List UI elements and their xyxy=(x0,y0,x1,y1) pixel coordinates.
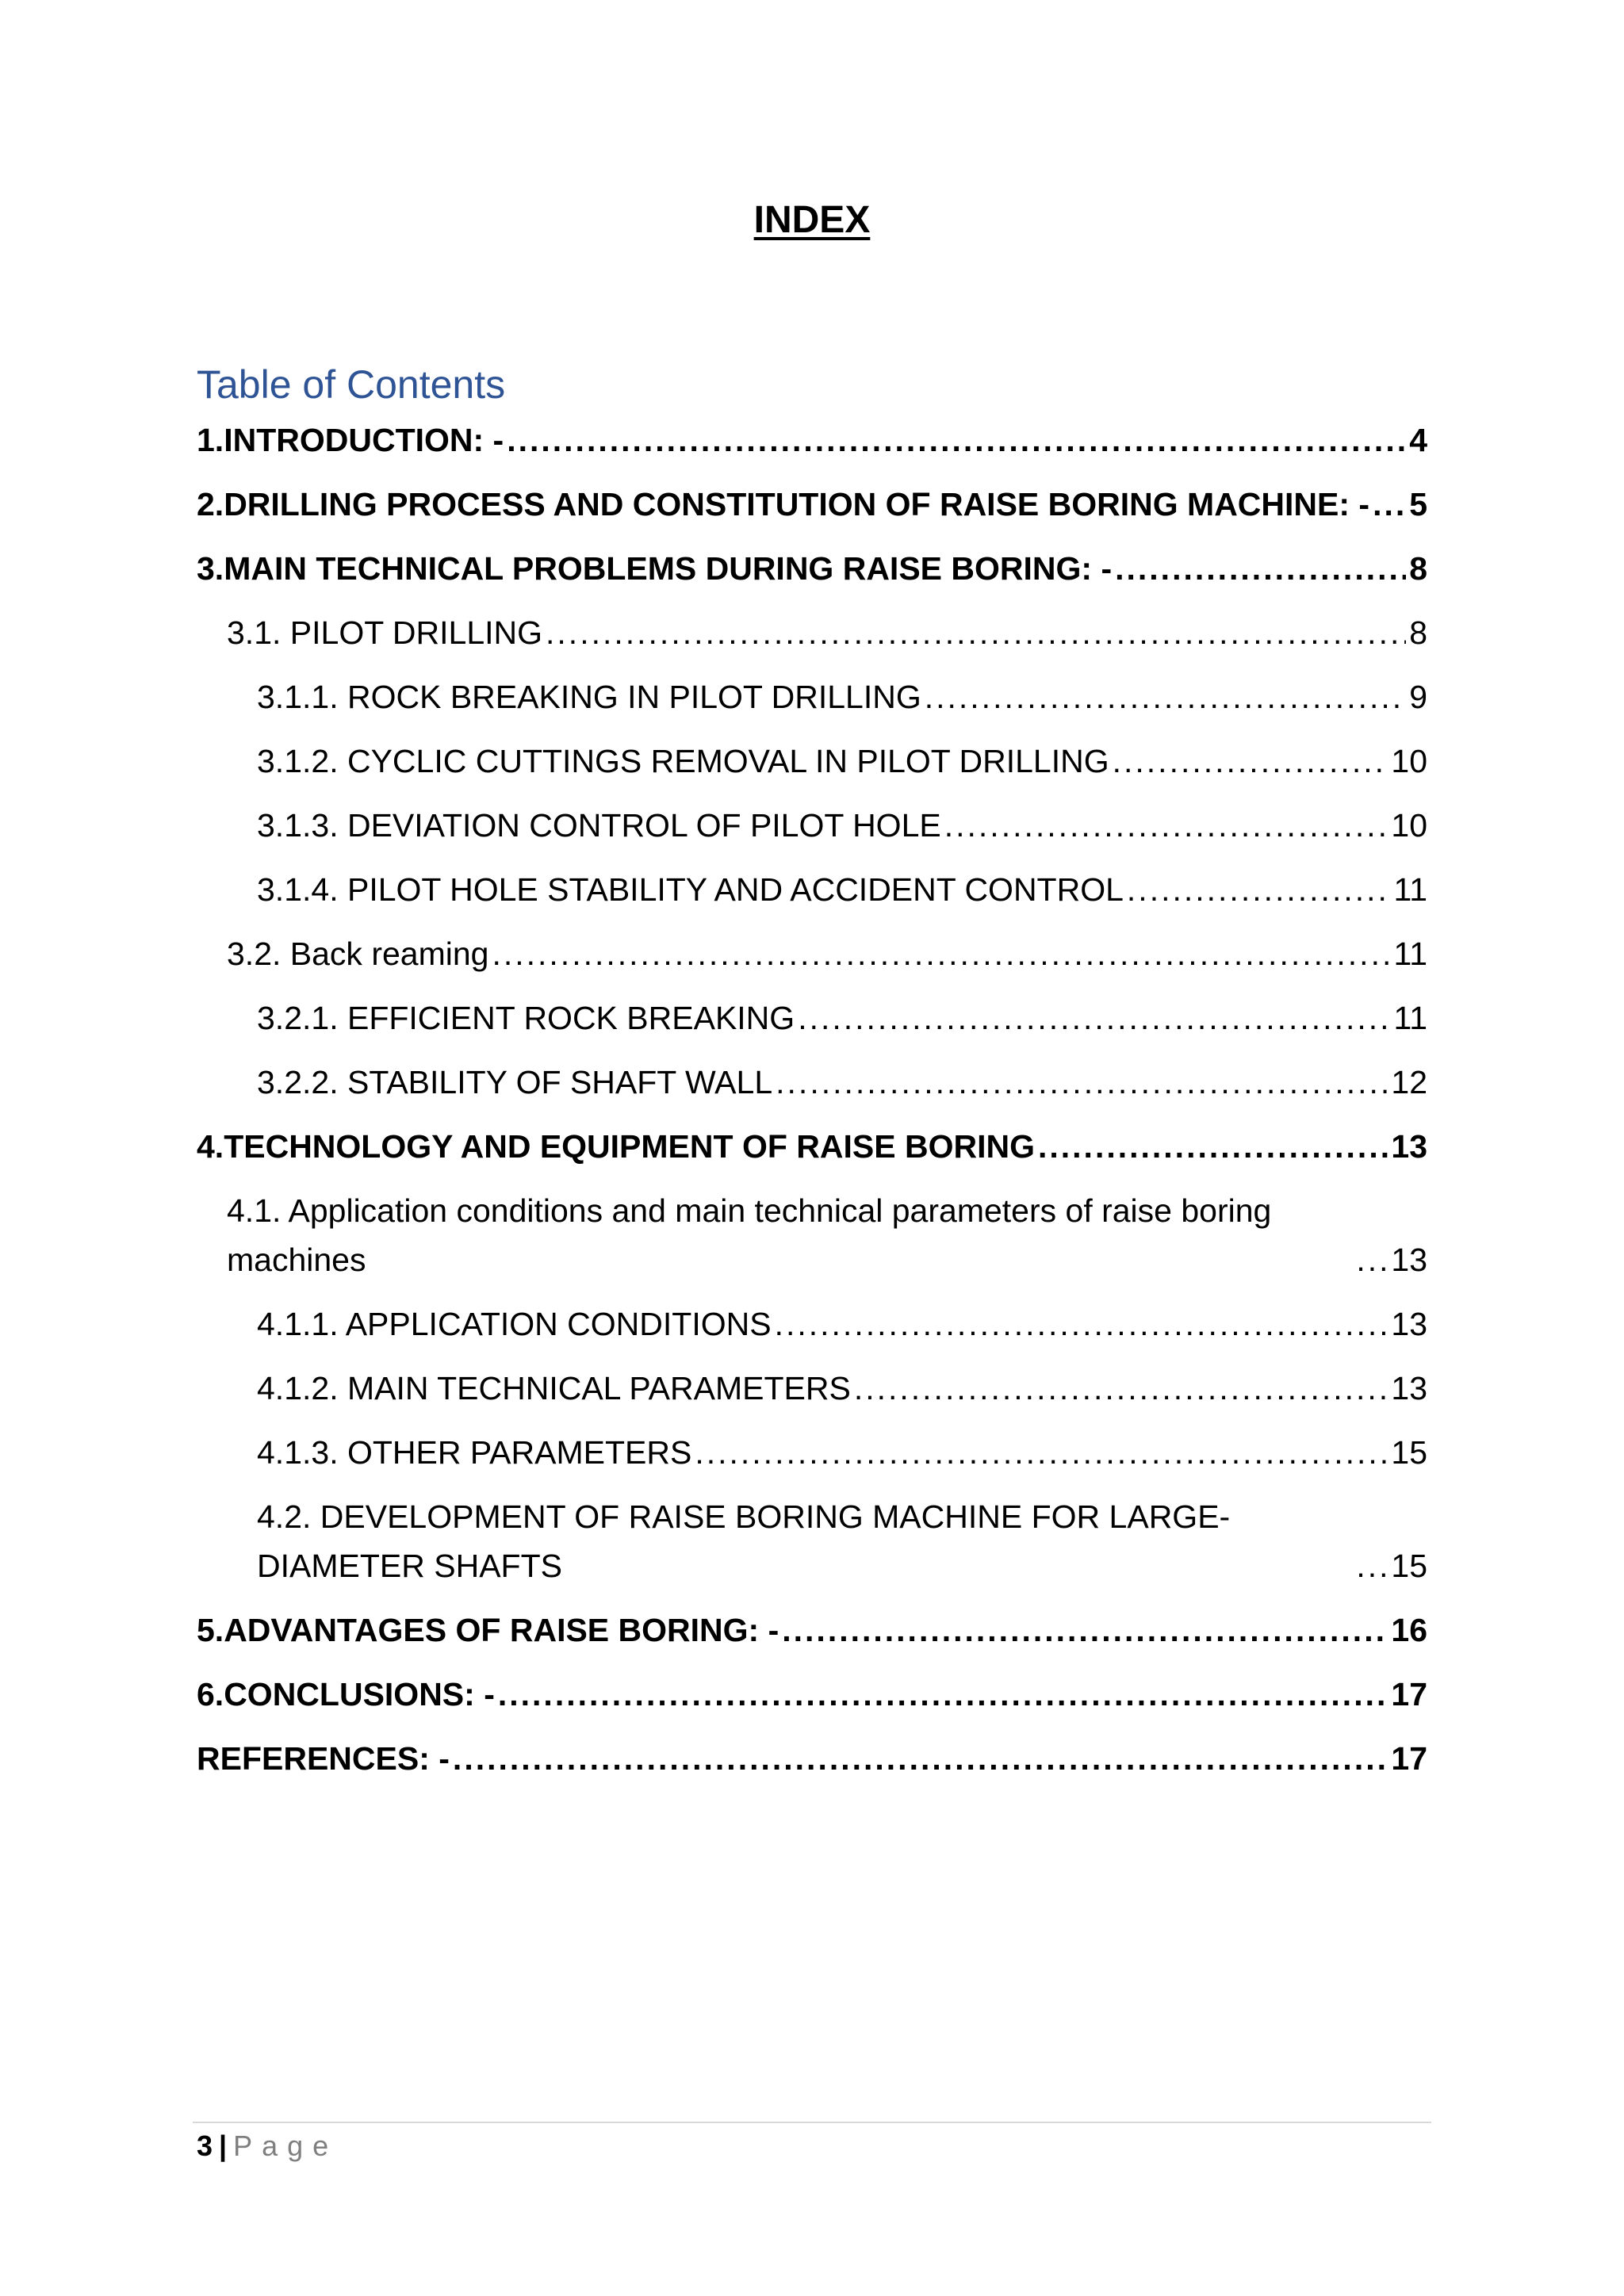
toc-entry-label: 2.DRILLING PROCESS AND CONSTITUTION OF RAISE BORING MACHINE: - xyxy=(197,486,1370,522)
toc-entry-label: 3.1.3. DEVIATION CONTROL OF PILOT HOLE xyxy=(257,807,941,844)
toc-entry-label: 3.2.2. STABILITY OF SHAFT WALL xyxy=(257,1064,773,1100)
toc-entry-page: 12 xyxy=(1391,1064,1427,1100)
toc-entry-rock-breaking-pilot[interactable] xyxy=(197,672,1427,721)
toc-entry-page: 11 xyxy=(1393,871,1427,908)
toc-entry-deviation-control[interactable] xyxy=(197,801,1427,850)
toc-entry-label: 3.2.1. EFFICIENT ROCK BREAKING xyxy=(257,1000,795,1036)
toc-entry-label: 4.2. DEVELOPMENT OF RAISE BORING MACHINE FOR LARGE-DIAMETER SHAFTS xyxy=(257,1498,1231,1584)
dot-leader xyxy=(1356,1541,1388,1590)
toc-entry-main-technical-problems[interactable] xyxy=(197,544,1427,593)
toc-entry-label: 3.1.4. PILOT HOLE STABILITY AND ACCIDENT CONTROL xyxy=(257,871,1124,908)
toc-entry-main-technical-parameters[interactable] xyxy=(197,1364,1427,1413)
dot-leader xyxy=(782,1605,1388,1655)
toc-entry-label: 3.1.2. CYCLIC CUTTINGS REMOVAL IN PILOT DRILLING xyxy=(257,743,1109,779)
toc-entry-cyclic-cuttings-removal[interactable] xyxy=(197,737,1427,786)
dot-leader xyxy=(925,672,1406,721)
toc-entry-pilot-drilling[interactable] xyxy=(197,608,1427,657)
table-of-contents xyxy=(197,415,1427,1798)
dot-leader xyxy=(776,1058,1388,1107)
toc-entry-label: 6.CONCLUSIONS: - xyxy=(197,1676,495,1712)
toc-entry-label: 3.1. PILOT DRILLING xyxy=(227,614,543,651)
dot-leader xyxy=(854,1364,1388,1413)
toc-entry-application-conditions[interactable] xyxy=(197,1299,1427,1349)
dot-leader xyxy=(453,1734,1388,1783)
toc-entry-references[interactable] xyxy=(197,1734,1427,1783)
toc-entry-label: 4.TECHNOLOGY AND EQUIPMENT OF RAISE BORING xyxy=(197,1128,1035,1165)
toc-entry-label: 4.1.2. MAIN TECHNICAL PARAMETERS xyxy=(257,1370,851,1406)
dot-leader xyxy=(798,993,1390,1043)
toc-entry-efficient-rock-breaking[interactable] xyxy=(197,993,1427,1043)
toc-entry-large-diameter-shafts[interactable] xyxy=(197,1492,1427,1590)
toc-entry-page: 13 xyxy=(1391,1242,1427,1278)
toc-entry-page: 16 xyxy=(1391,1612,1427,1648)
toc-entry-other-parameters[interactable] xyxy=(197,1428,1427,1477)
toc-entry-label: 4.1.1. APPLICATION CONDITIONS xyxy=(257,1306,772,1342)
toc-entry-back-reaming[interactable] xyxy=(197,929,1427,978)
toc-entry-label: 3.MAIN TECHNICAL PROBLEMS DURING RAISE BORING: - xyxy=(197,550,1113,587)
footer-divider xyxy=(193,2122,1431,2123)
toc-entry-page: 17 xyxy=(1391,1676,1427,1712)
footer-page-number: 3 xyxy=(197,2130,213,2162)
toc-entry-page: 5 xyxy=(1409,486,1427,522)
toc-entry-stability-of-shaft-wall[interactable] xyxy=(197,1058,1427,1107)
dot-leader xyxy=(1115,544,1406,593)
toc-entry-page: 8 xyxy=(1409,614,1427,651)
toc-entry-advantages[interactable] xyxy=(197,1605,1427,1655)
dot-leader xyxy=(1113,737,1388,786)
toc-title: Table of Contents xyxy=(197,362,506,407)
toc-entry-page: 15 xyxy=(1391,1548,1427,1584)
page-heading: INDEX xyxy=(753,199,871,241)
toc-entry-page: 11 xyxy=(1393,1000,1427,1036)
dot-leader xyxy=(1356,1235,1388,1284)
toc-entry-label: 1.INTRODUCTION: - xyxy=(197,422,504,458)
toc-entry-label: REFERENCES: - xyxy=(197,1740,450,1777)
dot-leader xyxy=(695,1428,1388,1477)
toc-entry-page: 13 xyxy=(1391,1128,1427,1165)
toc-entry-label: 3.2. Back reaming xyxy=(227,936,489,972)
toc-entry-page: 10 xyxy=(1391,807,1427,844)
toc-entry-label: 4.1.3. OTHER PARAMETERS xyxy=(257,1434,692,1471)
toc-entry-page: 13 xyxy=(1391,1306,1427,1342)
toc-entry-page: 15 xyxy=(1391,1434,1427,1471)
toc-entry-label: 3.1.1. ROCK BREAKING IN PILOT DRILLING xyxy=(257,679,921,715)
dot-leader xyxy=(775,1299,1388,1349)
toc-entry-page: 17 xyxy=(1391,1740,1427,1777)
dot-leader xyxy=(546,608,1406,657)
toc-entry-application-conditions-parameters[interactable] xyxy=(197,1186,1427,1284)
footer-page-label: Page xyxy=(233,2130,339,2162)
dot-leader xyxy=(492,929,1390,978)
toc-entry-introduction[interactable] xyxy=(197,415,1427,465)
toc-entry-pilot-hole-stability[interactable] xyxy=(197,865,1427,914)
toc-entry-label: 4.1. Application conditions and main technical parameters of raise boring machines xyxy=(227,1192,1272,1278)
toc-entry-page: 11 xyxy=(1393,936,1427,972)
toc-entry-technology-and-equipment[interactable] xyxy=(197,1122,1427,1171)
toc-entry-page: 13 xyxy=(1391,1370,1427,1406)
toc-entry-drilling-process[interactable] xyxy=(197,480,1427,529)
toc-entry-conclusions[interactable] xyxy=(197,1670,1427,1719)
dot-leader xyxy=(507,415,1406,465)
toc-entry-page: 8 xyxy=(1409,550,1427,587)
toc-entry-label: 5.ADVANTAGES OF RAISE BORING: - xyxy=(197,1612,779,1648)
dot-leader xyxy=(498,1670,1388,1719)
footer-separator: | xyxy=(219,2130,228,2162)
page-footer xyxy=(197,2130,338,2163)
dot-leader xyxy=(1127,865,1391,914)
toc-entry-page: 9 xyxy=(1409,679,1427,715)
toc-entry-page: 10 xyxy=(1391,743,1427,779)
dot-leader xyxy=(944,801,1388,850)
dot-leader xyxy=(1373,480,1406,529)
dot-leader xyxy=(1038,1122,1388,1171)
toc-entry-page: 4 xyxy=(1409,422,1427,458)
